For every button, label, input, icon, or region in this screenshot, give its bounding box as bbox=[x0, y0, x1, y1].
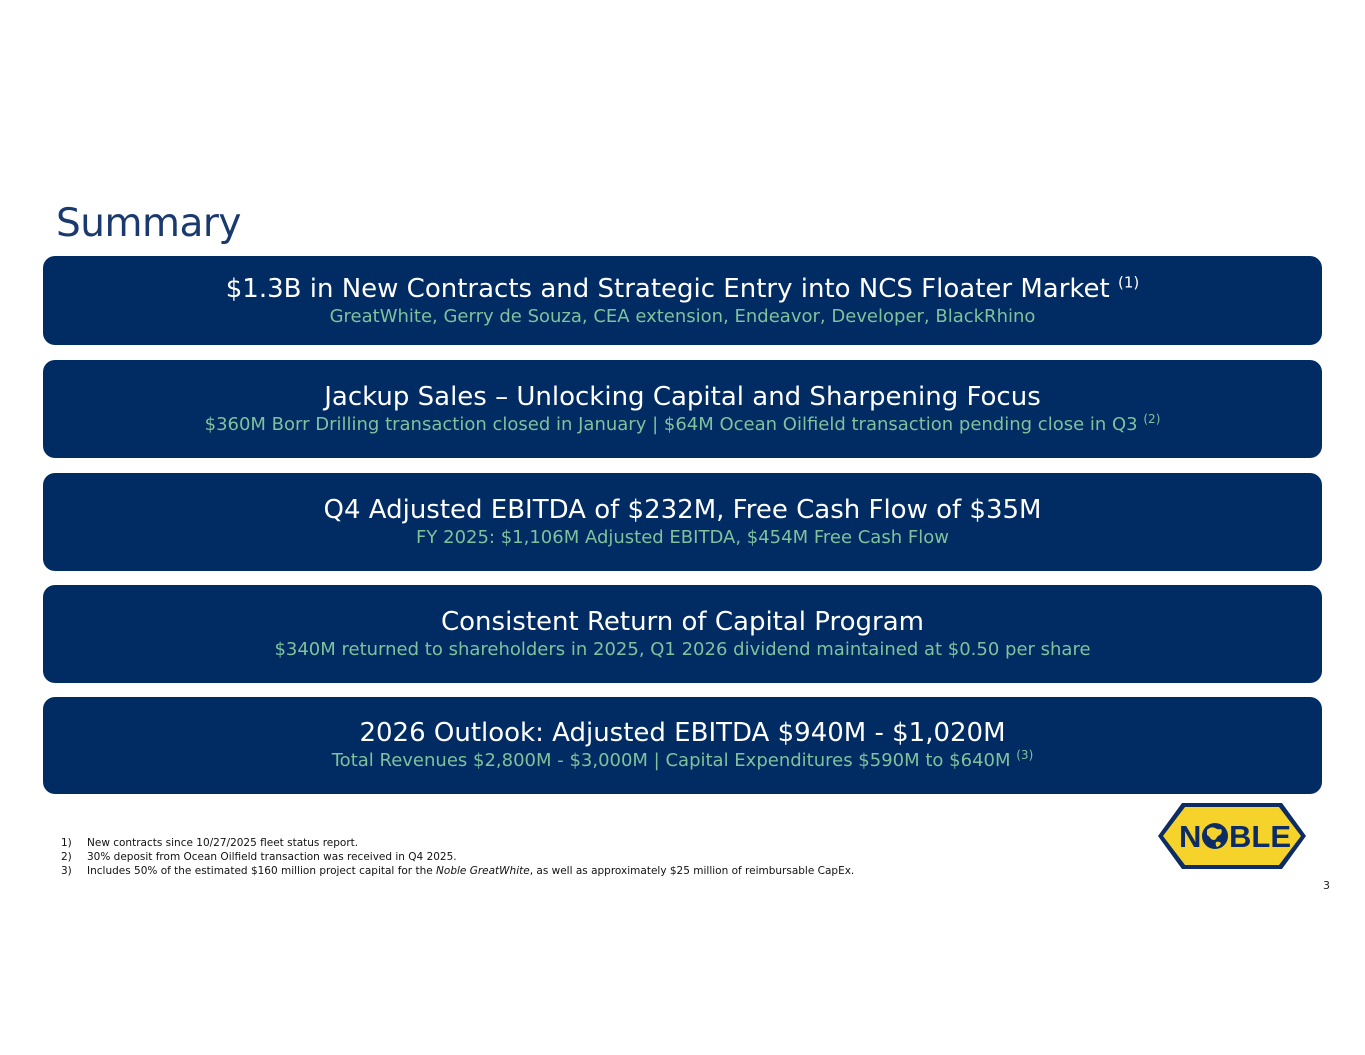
card-subtitle: GreatWhite, Gerry de Souza, CEA extension, Endeavor, Developer, BlackRhino bbox=[329, 306, 1036, 327]
page-title: Summary bbox=[56, 201, 241, 246]
page-number: 3 bbox=[1323, 879, 1330, 892]
footnote-number: 1) bbox=[61, 837, 72, 849]
footnotes bbox=[61, 836, 854, 878]
logo-text-left: N bbox=[1179, 819, 1202, 854]
footnote-number: 2) bbox=[61, 851, 72, 863]
logo-text-right: BLE bbox=[1229, 819, 1291, 854]
summary-card-jackup-sales bbox=[43, 360, 1322, 458]
footnote-text: New contracts since 10/27/2025 fleet status report. bbox=[87, 837, 359, 849]
summary-card-q4-ebitda bbox=[43, 473, 1322, 571]
footnote-text: 30% deposit from Ocean Oilfield transaction was received in Q4 2025. bbox=[87, 851, 457, 863]
card-subtitle: $360M Borr Drilling transaction closed in January | $64M Ocean Oilfield transaction pending close in Q3 $^{(2)}$ bbox=[204, 412, 1161, 435]
noble-logo bbox=[1155, 800, 1309, 872]
footnote-item bbox=[61, 836, 854, 850]
card-title: $1.3B in New Contracts and Strategic Entry into NCS Floater Market $^{(1)}$ bbox=[225, 273, 1140, 304]
card-title: Q4 Adjusted EBITDA of $232M, Free Cash Flow of $35M bbox=[323, 495, 1042, 525]
card-title: 2026 Outlook: Adjusted EBITDA $940M - $1,020M bbox=[359, 718, 1006, 748]
summary-card-2026-outlook bbox=[43, 697, 1322, 794]
card-subtitle: FY 2025: $1,106M Adjusted EBITDA, $454M Free Cash Flow bbox=[416, 527, 949, 548]
card-title: Consistent Return of Capital Program bbox=[441, 607, 924, 637]
card-title: Jackup Sales – Unlocking Capital and Sharpening Focus bbox=[324, 382, 1041, 412]
footnote-item bbox=[61, 850, 854, 864]
summary-card-contracts bbox=[43, 256, 1322, 345]
footnote-number: 3) bbox=[61, 865, 72, 877]
footnote-item bbox=[61, 864, 854, 878]
summary-card-return-of-capital bbox=[43, 585, 1322, 683]
card-subtitle: $340M returned to shareholders in 2025, Q1 2026 dividend maintained at $0.50 per share bbox=[274, 639, 1091, 660]
card-subtitle: Total Revenues $2,800M - $3,000M | Capital Expenditures $590M to $640M $^{(3)}$ bbox=[331, 748, 1034, 771]
globe-icon bbox=[1202, 823, 1228, 849]
footnote-text: Includes 50% of the estimated $160 million project capital for the Noble GreatWhite, as well as approximately $25 million of reimbursable CapEx. bbox=[87, 865, 855, 877]
